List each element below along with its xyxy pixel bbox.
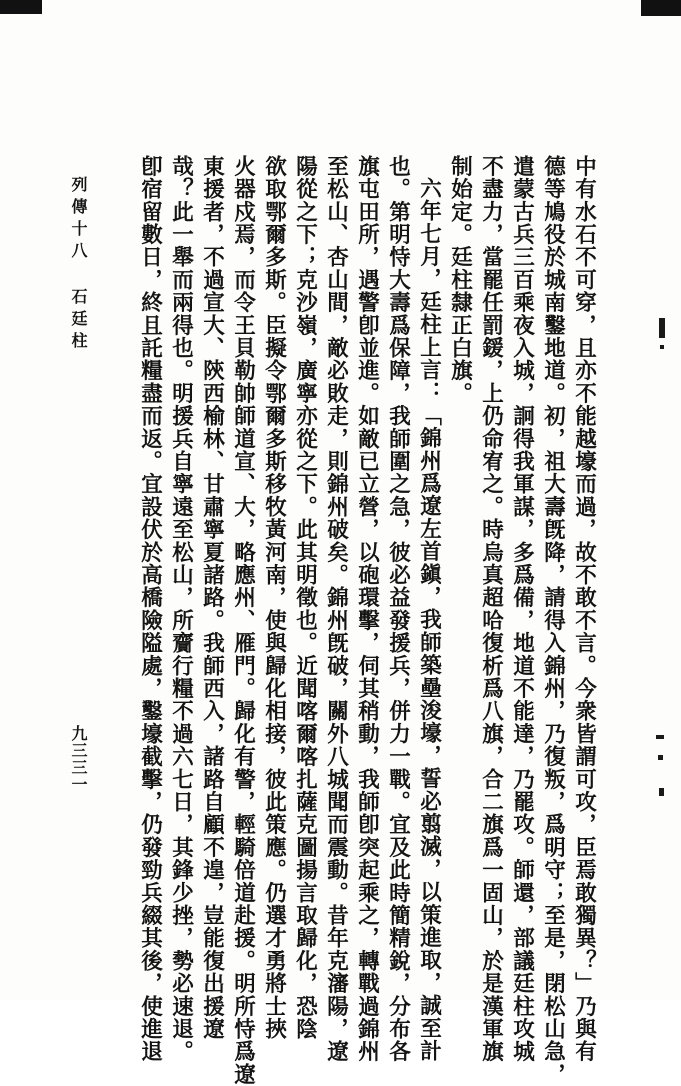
- text-column: 欲取鄂爾多斯。臣擬令鄂爾多斯移牧黃河南，使與歸化相接，彼此策應。仍選才勇將士挾: [261, 155, 287, 1041]
- chapter-header: 列傳十八: [69, 176, 88, 264]
- text-column: 遣蒙古兵三百乘夜入城，詗得我軍謀，多爲備，地道不能達，乃罷攻。師還，部議廷柱攻城: [509, 155, 535, 1063]
- text-column: 中有水石不可穿，且亦不能越壕而過，故不敢不言。今衆皆謂可攻，臣焉敢獨異？」乃與有: [571, 155, 597, 1063]
- binding-mark: [659, 788, 664, 796]
- text-column: 哉？此一舉而兩得也。明援兵自寧遠至松山，所齎行糧不過六七日，其鋒少挫，勢必速退。: [168, 155, 194, 1063]
- text-column: 德等鳩役於城南鑿地道。初，祖大壽旣降，請得入錦州，乃復叛，爲明守；至是，閉松山急，: [540, 155, 566, 1086]
- binding-mark: [659, 318, 665, 338]
- scan-corner-left: [0, 0, 42, 14]
- binding-mark: [660, 345, 664, 349]
- binding-mark: [656, 735, 664, 739]
- text-column: 六年七月，廷柱上言：「錦州爲遼左首鎭，我師築壘浚壕，誓必翦滅，以策進取，誠至計: [416, 177, 442, 1063]
- binding-mark: [658, 755, 663, 760]
- text-column: 制始定。廷柱隸正白旗。: [447, 155, 473, 405]
- person-header: 石廷柱: [69, 288, 88, 354]
- text-column: 東援者，不過宣大、陝西榆林、甘肅寧夏諸路。我師西入，諸路自顧不遑，豈能復出援遼: [199, 155, 225, 1041]
- text-column: 不盡力，當罷任罰鍰，上仍命宥之。時烏真超哈復析爲八旗，合二旗爲一固山，於是漢軍旗: [478, 155, 504, 1063]
- text-column: 陽從之下；克沙嶺，廣寧亦從之下。此其明徵也。近聞喀爾喀扎薩克圖揚言取歸化，恐陰: [292, 155, 318, 1041]
- page-number: 九三三一: [69, 725, 88, 793]
- scan-corner-right: [641, 0, 681, 16]
- text-column: 旗屯田所，遇警卽並進。如敵已立營，以砲環擊，伺其稍動，我師卽突起乘之，轉戰過錦州: [354, 155, 380, 1063]
- text-column: 至松山、杏山間，敵必敗走，則錦州破矣。錦州旣破，關外八城聞而震動。昔年克瀋陽，遼: [323, 155, 349, 1063]
- text-column: 也。第明恃大壽爲保障，我師圍之急，彼必益發援兵，併力一戰。宜及此時簡精銳，分布各: [385, 155, 411, 1063]
- text-column: 火器戍焉，而令王貝勒帥師道宣、大，略應州、雁門。歸化有警，輕騎倍道赴援。明所恃爲遼: [230, 155, 256, 1086]
- text-column: 卽宿留數日，終且託糧盡而返。宜設伏於高橋險隘處，鑿壕截擊，仍發勁兵綴其後，使進退: [137, 155, 163, 1063]
